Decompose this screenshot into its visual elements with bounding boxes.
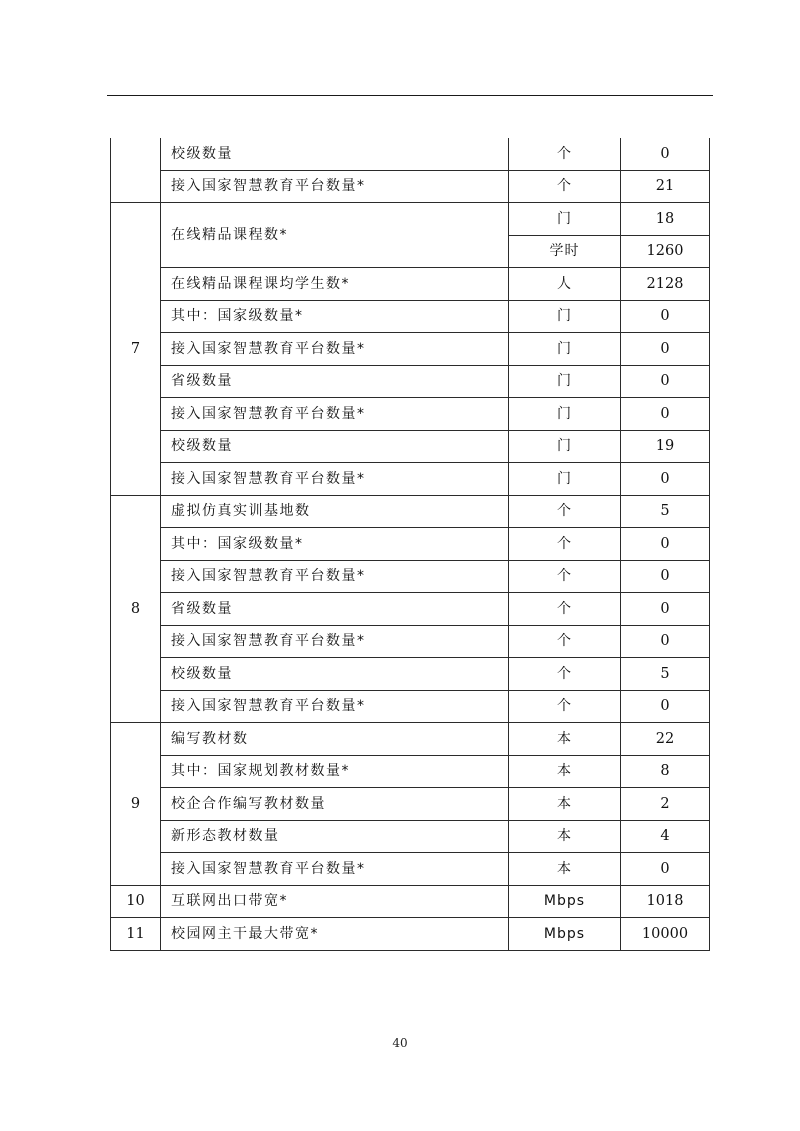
- unit-cell: 本: [509, 723, 621, 756]
- table-row: [111, 918, 710, 951]
- row-number-cell: 9: [111, 723, 161, 886]
- value-cell: 0: [621, 593, 710, 626]
- row-number-cell: [111, 138, 161, 203]
- unit-cell: 门: [509, 333, 621, 366]
- value-cell: 19: [621, 430, 710, 463]
- value-cell: 8: [621, 755, 710, 788]
- table-row: [111, 333, 710, 366]
- value-cell: 0: [621, 138, 710, 170]
- item-name-cell: 校园网主干最大带宽*: [161, 918, 509, 951]
- unit-cell: 人: [509, 268, 621, 301]
- value-cell: 0: [621, 398, 710, 431]
- value-cell: 0: [621, 528, 710, 561]
- row-number-cell: 11: [111, 918, 161, 951]
- item-name-cell: 校级数量: [161, 658, 509, 691]
- table-row: [111, 658, 710, 691]
- item-name-cell: 接入国家智慧教育平台数量*: [161, 463, 509, 496]
- unit-cell: 个: [509, 625, 621, 658]
- item-name-cell: 新形态教材数量: [161, 820, 509, 853]
- table-row: [111, 138, 710, 170]
- table-row: [111, 690, 710, 723]
- value-cell: 22: [621, 723, 710, 756]
- unit-cell: 门: [509, 398, 621, 431]
- unit-cell: 个: [509, 528, 621, 561]
- unit-cell: 个: [509, 170, 621, 203]
- item-name-cell: 虚拟仿真实训基地数: [161, 495, 509, 528]
- item-name-cell: 接入国家智慧教育平台数量*: [161, 625, 509, 658]
- statistics-table: [110, 138, 710, 951]
- item-name-cell: 接入国家智慧教育平台数量*: [161, 853, 509, 886]
- table-row: [111, 885, 710, 918]
- unit-cell: 本: [509, 820, 621, 853]
- value-cell: 0: [621, 560, 710, 593]
- value-cell: 1018: [621, 885, 710, 918]
- unit-cell: 个: [509, 495, 621, 528]
- table-row: [111, 300, 710, 333]
- value-cell: 0: [621, 690, 710, 723]
- item-name-cell: 编写教材数: [161, 723, 509, 756]
- unit-cell: 门: [509, 430, 621, 463]
- value-cell: 18: [621, 203, 710, 236]
- item-name-cell: 接入国家智慧教育平台数量*: [161, 398, 509, 431]
- value-cell: 1260: [621, 235, 710, 268]
- value-cell: 5: [621, 658, 710, 691]
- table-row: [111, 495, 710, 528]
- table-row: [111, 203, 710, 236]
- value-cell: 0: [621, 365, 710, 398]
- table-row: [111, 170, 710, 203]
- table-row: [111, 723, 710, 756]
- item-name-cell: 其中：国家级数量*: [161, 300, 509, 333]
- row-number-cell: 8: [111, 495, 161, 723]
- table-row: [111, 755, 710, 788]
- value-cell: 0: [621, 300, 710, 333]
- table-row: [111, 463, 710, 496]
- page-number: 40: [392, 1036, 408, 1050]
- item-name-cell: 省级数量: [161, 593, 509, 626]
- item-name-cell: 校企合作编写教材数量: [161, 788, 509, 821]
- unit-cell: 个: [509, 138, 621, 170]
- value-cell: 0: [621, 333, 710, 366]
- unit-cell: 本: [509, 853, 621, 886]
- header-rule: [107, 95, 713, 96]
- table-row: [111, 398, 710, 431]
- unit-cell: 门: [509, 365, 621, 398]
- row-number-cell: 10: [111, 885, 161, 918]
- table-row: [111, 593, 710, 626]
- item-name-cell: 接入国家智慧教育平台数量*: [161, 333, 509, 366]
- table-row: [111, 560, 710, 593]
- table-row: [111, 788, 710, 821]
- item-name-cell: 互联网出口带宽*: [161, 885, 509, 918]
- unit-cell: 个: [509, 658, 621, 691]
- unit-cell: 门: [509, 203, 621, 236]
- value-cell: 10000: [621, 918, 710, 951]
- value-cell: 0: [621, 625, 710, 658]
- value-cell: 2128: [621, 268, 710, 301]
- item-name-cell: 校级数量: [161, 138, 509, 170]
- item-name-cell: 其中：国家规划教材数量*: [161, 755, 509, 788]
- value-cell: 4: [621, 820, 710, 853]
- unit-cell: Mbps: [509, 885, 621, 918]
- table-row: [111, 853, 710, 886]
- unit-cell: 学时: [509, 235, 621, 268]
- item-name-cell: 接入国家智慧教育平台数量*: [161, 690, 509, 723]
- unit-cell: 个: [509, 690, 621, 723]
- unit-cell: 本: [509, 755, 621, 788]
- item-name-cell: 省级数量: [161, 365, 509, 398]
- table-row: [111, 528, 710, 561]
- table-row: [111, 820, 710, 853]
- item-name-cell: 接入国家智慧教育平台数量*: [161, 560, 509, 593]
- unit-cell: 门: [509, 300, 621, 333]
- item-name-cell: 在线精品课程数*: [161, 203, 509, 268]
- unit-cell: 个: [509, 593, 621, 626]
- table-row: [111, 268, 710, 301]
- item-name-cell: 接入国家智慧教育平台数量*: [161, 170, 509, 203]
- table-row: [111, 365, 710, 398]
- value-cell: 5: [621, 495, 710, 528]
- value-cell: 0: [621, 463, 710, 496]
- table-row: [111, 430, 710, 463]
- table-row: [111, 625, 710, 658]
- value-cell: 21: [621, 170, 710, 203]
- unit-cell: 本: [509, 788, 621, 821]
- value-cell: 0: [621, 853, 710, 886]
- row-number-cell: 7: [111, 203, 161, 496]
- unit-cell: 门: [509, 463, 621, 496]
- item-name-cell: 校级数量: [161, 430, 509, 463]
- unit-cell: Mbps: [509, 918, 621, 951]
- item-name-cell: 其中：国家级数量*: [161, 528, 509, 561]
- item-name-cell: 在线精品课程课均学生数*: [161, 268, 509, 301]
- value-cell: 2: [621, 788, 710, 821]
- unit-cell: 个: [509, 560, 621, 593]
